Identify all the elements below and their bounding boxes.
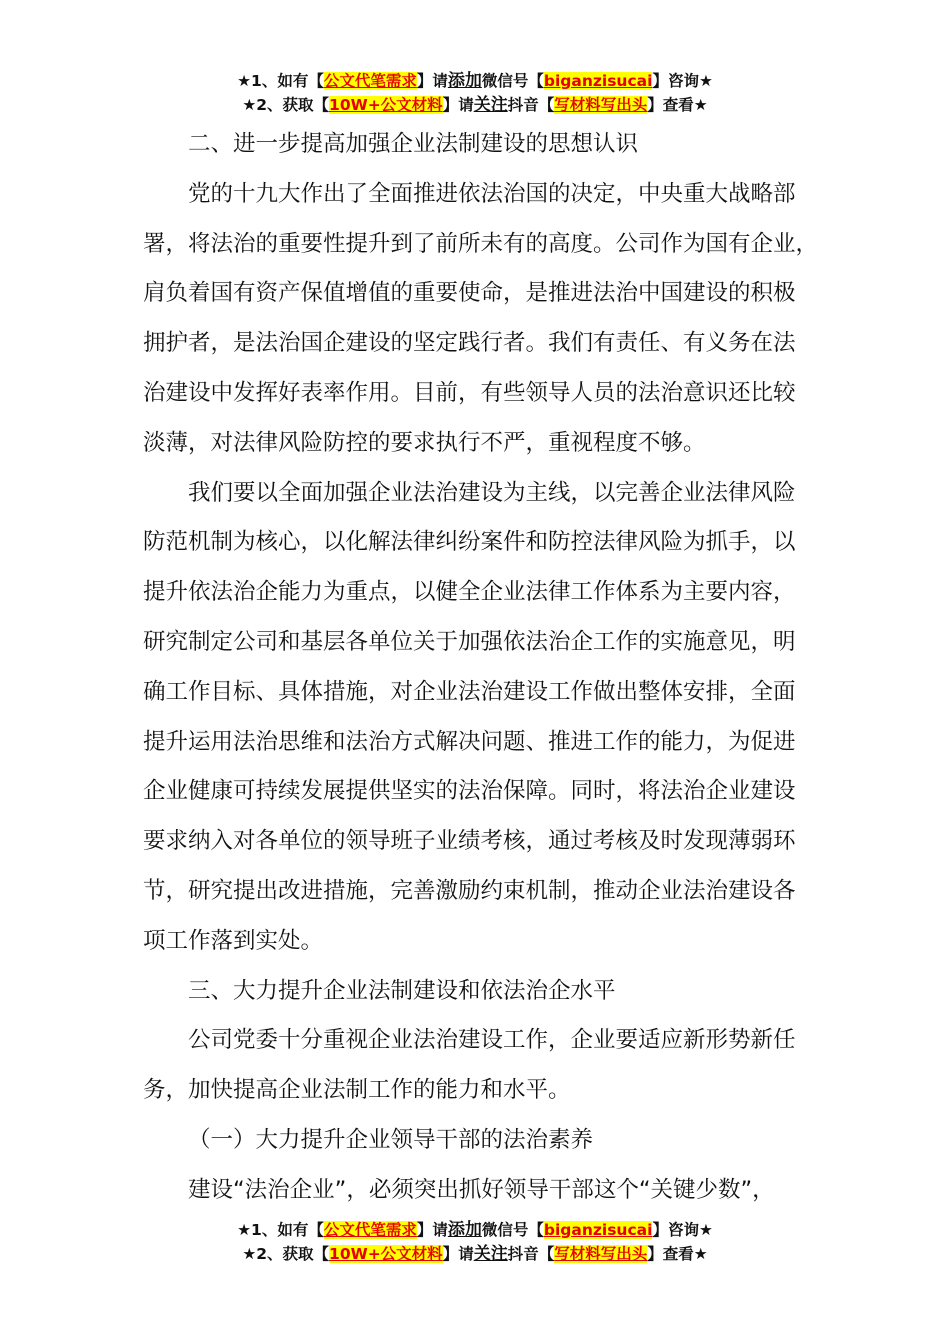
- banner-text: ★1、如有【: [237, 1221, 324, 1239]
- banner-text: 微信号【: [481, 1221, 544, 1239]
- banner-text: 】查看★: [647, 96, 708, 114]
- banner-line-2: [0, 93, 950, 117]
- text-line: 拥护者，是法治国企建设的坚定践行者。我们有责任、有义务在法: [143, 330, 796, 357]
- text-line: 肩负着国有资产保值增值的重要使命，是推进法治中国建设的积极: [143, 280, 796, 307]
- text-line: 我们要以全面加强企业法治建设为主线，以完善企业法律风险: [188, 479, 796, 506]
- text-line: 研究制定公司和基层各单位关于加强依法治企工作的实施意见，明: [143, 628, 796, 655]
- text-line: 节，研究提出改进措施，完善激励约束机制，推动企业法治建设各: [143, 877, 796, 904]
- banner-text: 】咨询★: [652, 1221, 713, 1239]
- text-line: 淡薄，对法律风险防控的要求执行不严，重视程度不够。: [143, 429, 706, 456]
- banner-text: 】请: [442, 96, 474, 114]
- highlight-text: 公文代笔需求: [323, 1221, 417, 1239]
- text-line: 三、大力提升企业法制建设和依法治企水平: [188, 977, 616, 1004]
- banner-line-2: [0, 1242, 950, 1266]
- banner-line-1: [0, 69, 950, 93]
- text-line: 公司党委十分重视企业法治建设工作，企业要适应新形势新任: [188, 1027, 796, 1054]
- text-line: 提升运用法治思维和法治方式解决问题、推进工作的能力，为促进: [143, 728, 796, 755]
- banner-text: 】咨询★: [652, 72, 713, 90]
- footer-banner: [0, 1218, 950, 1266]
- underlined-text: 添加: [447, 71, 482, 91]
- text-line: 务，加快提高企业法制工作的能力和水平。: [143, 1077, 571, 1104]
- underlined-text: 关注: [473, 95, 508, 115]
- banner-text: 微信号【: [481, 72, 544, 90]
- douyin-id: 写材料写出头: [554, 1245, 648, 1263]
- document-body: [143, 120, 833, 1216]
- douyin-id: 写材料写出头: [554, 96, 648, 114]
- text-line: 确工作目标、具体措施，对企业法治建设工作做出整体安排，全面: [143, 678, 796, 705]
- header-banner: [0, 69, 950, 117]
- highlight-text: 公文代笔需求: [323, 72, 417, 90]
- underlined-text: 添加: [447, 1220, 482, 1240]
- text-line: 项工作落到实处。: [143, 927, 324, 954]
- wechat-id: biganzisucai: [543, 72, 653, 90]
- text-line: （一）大力提升企业领导干部的法治素养: [188, 1126, 594, 1153]
- banner-text: ★2、获取【: [242, 96, 330, 114]
- banner-text: 】请: [416, 1221, 448, 1239]
- highlight-text: 10W+公文材料: [329, 1245, 443, 1263]
- text-line: 建设“法治企业”，必须突出抓好领导干部这个“关键少数”，: [188, 1176, 775, 1203]
- underlined-text: 关注: [473, 1244, 508, 1264]
- banner-text: 抖音【: [507, 96, 555, 114]
- highlight-text: 10W+公文材料: [329, 96, 443, 114]
- wechat-id: biganzisucai: [543, 1221, 653, 1239]
- banner-text: ★1、如有【: [237, 72, 324, 90]
- text-line: 提升依法治企能力为重点，以健全企业法律工作体系为主要内容，: [143, 579, 796, 606]
- text-line: 党的十九大作出了全面推进依法治国的决定，中央重大战略部: [188, 180, 796, 207]
- text-line: 要求纳入对各单位的领导班子业绩考核，通过考核及时发现薄弱环: [143, 828, 796, 855]
- banner-text: 】请: [442, 1245, 474, 1263]
- banner-text: 】查看★: [647, 1245, 708, 1263]
- text-line: 防范机制为核心，以化解法律纠纷案件和防控法律风险为抓手，以: [143, 529, 796, 556]
- text-line: 二、进一步提高加强企业法制建设的思想认识: [188, 131, 639, 157]
- text-line: 企业健康可持续发展提供坚实的法治保障。同时，将法治企业建设: [143, 778, 796, 805]
- banner-text: 抖音【: [507, 1245, 555, 1263]
- text-line: 署，将法治的重要性提升到了前所未有的高度。公司作为国有企业，: [143, 230, 819, 257]
- banner-text: 】请: [416, 72, 448, 90]
- text-line: 治建设中发挥好表率作用。目前，有些领导人员的法治意识还比较: [143, 379, 796, 406]
- banner-line-1: [0, 1218, 950, 1242]
- banner-text: ★2、获取【: [242, 1245, 330, 1263]
